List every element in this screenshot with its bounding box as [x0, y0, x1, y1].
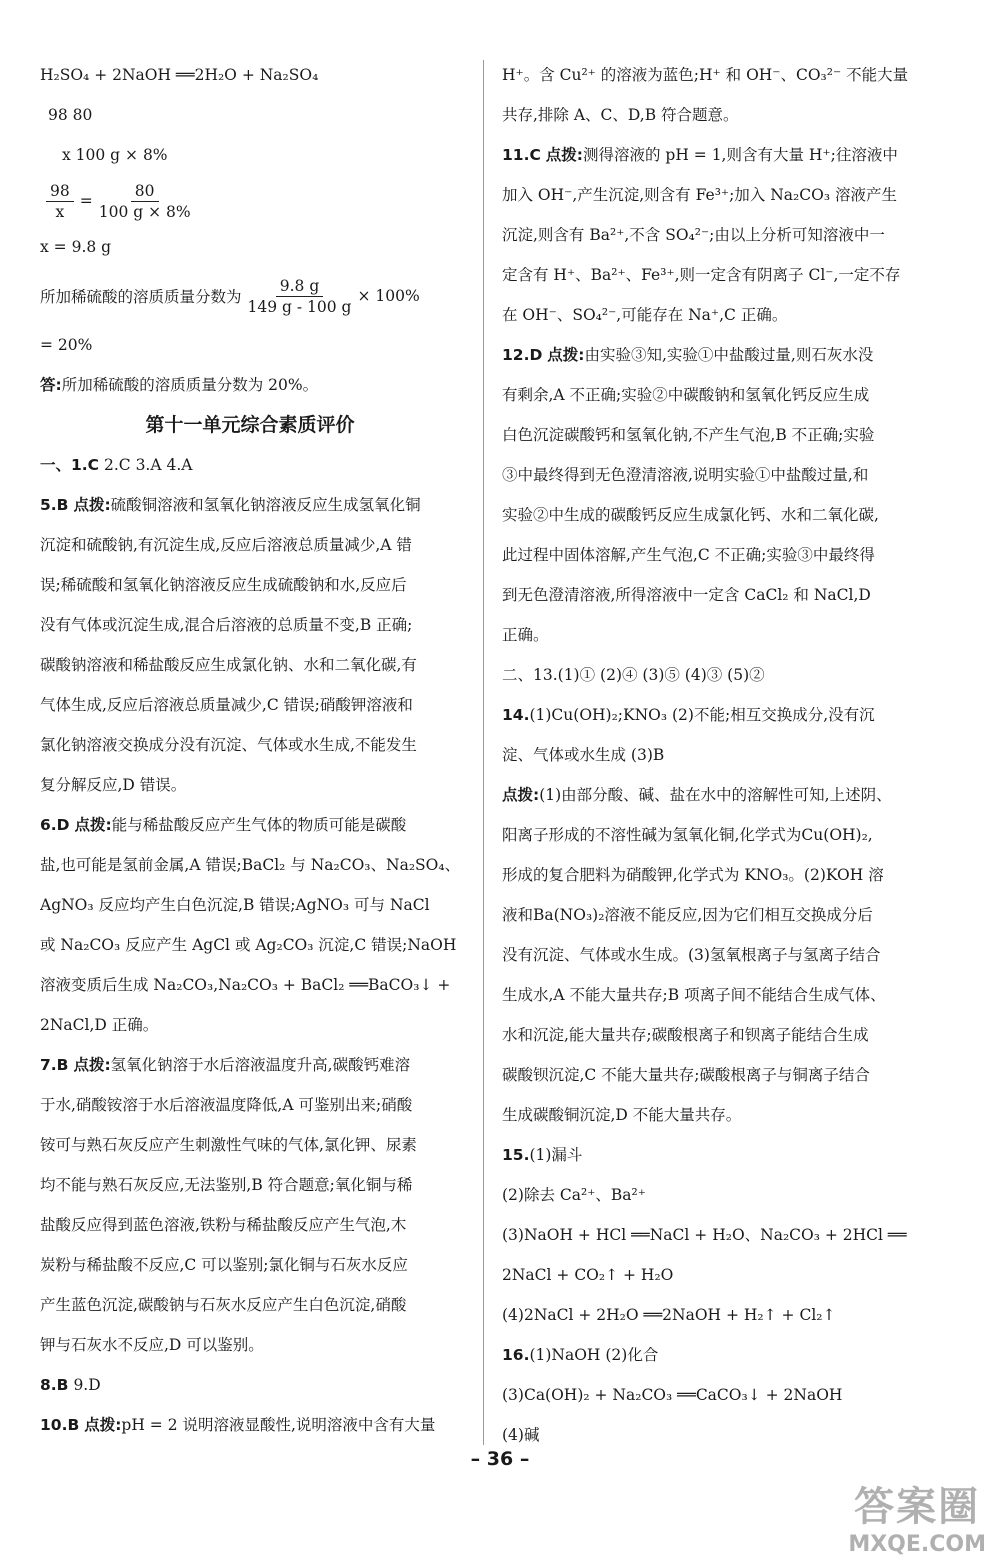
answer-line: 水和沉淀,能大量共存;碳酸根离子和钡离子能结合生成	[502, 1026, 869, 1044]
answer-line: 正确。	[502, 626, 549, 644]
answer-text: 所加稀硫酸的溶质质量分数为 20%。	[61, 376, 319, 394]
answer-line: 点拨:(1)由部分酸、碱、盐在水中的溶解性可知,上述阴、	[502, 786, 892, 804]
answer-line: ③中最终得到无色澄清溶液,说明实验①中盐酸过量,和	[502, 466, 869, 484]
answer-line: 12.D 点拨:由实验③知,实验①中盐酸过量,则石灰水没	[502, 346, 874, 364]
answer-line: 生成水,A 不能大量共存;B 项离子间不能结合生成气体、	[502, 986, 886, 1004]
answer-line: 气体生成,反应后溶液总质量减少,C 错误;硝酸钾溶液和	[40, 696, 413, 714]
fraction-2-numerator: 80	[131, 181, 159, 202]
answer-line: 盐,也可能是氢前金属,A 错误;BaCl₂ 与 Na₂CO₃、Na₂SO₄、	[40, 856, 460, 874]
answer-line: 共存,排除 A、C、D,B 符合题意。	[502, 106, 739, 124]
answer-line: 碳酸钠溶液和稀盐酸反应生成氯化钠、水和二氧化碳,有	[40, 656, 417, 674]
watermark-bottom: MXQE.COM	[848, 1532, 986, 1557]
answer-line: 此过程中固体溶解,产生气泡,C 不正确;实验③中最终得	[502, 546, 875, 564]
answer-line: 一、1.C 2.C 3.A 4.A	[40, 456, 193, 474]
answer-line: 2NaCl,D 正确。	[40, 1016, 159, 1034]
question-number: 12.D	[502, 346, 543, 364]
answer-line: 5.B 点拨:硫酸铜溶液和氢氧化钠溶液反应生成氢氧化铜	[40, 496, 421, 514]
answer-line: 溶液变质后生成 Na₂CO₃,Na₂CO₃ + BaCl₂ ══BaCO₃↓ +	[40, 976, 451, 994]
answer-line: 盐酸反应得到蓝色溶液,铁粉与稀盐酸反应产生气泡,木	[40, 1216, 407, 1234]
answer-line: 复分解反应,D 错误。	[40, 776, 187, 794]
answer-line: 二、13.(1)① (2)④ (3)⑤ (4)③ (5)②	[502, 666, 765, 684]
question-number: 5.B	[40, 496, 69, 514]
answer-line: 7.B 点拨:氢氧化钠溶于水后溶液温度升高,碳酸钙难溶	[40, 1056, 411, 1074]
question-number: 8.B	[40, 1376, 69, 1394]
left-answer-lines	[40, 445, 460, 1445]
percent-numerator: 9.8 g	[276, 276, 324, 297]
ratio-line-2: x 100 g × 8%	[62, 146, 168, 164]
answer-line: 到无色澄清溶液,所得溶液中一定含 CaCl₂ 和 NaCl,D	[502, 586, 871, 604]
answer-line: 有剩余,A 不正确;实验②中碳酸钠和氢氧化钙反应生成	[502, 386, 870, 404]
answer-line: 在 OH⁻、SO₄²⁻,可能存在 Na⁺,C 正确。	[502, 306, 788, 324]
column-divider	[483, 60, 484, 1445]
answer-line: 8.B 9.D	[40, 1376, 101, 1394]
percent-prefix: 所加稀硫酸的溶质质量分数为	[40, 288, 242, 306]
answer-line: 定含有 H⁺、Ba²⁺、Fe³⁺,则一定含有阴离子 Cl⁻,一定不存	[502, 266, 901, 284]
answer-line: 炭粉与稀盐酸不反应,C 可以鉴别;氯化铜与石灰水反应	[40, 1256, 408, 1274]
section-title: 第十一单元综合素质评价	[145, 414, 355, 436]
fraction-1-numerator: 98	[46, 181, 74, 202]
percent-suffix: × 100%	[357, 287, 420, 305]
answer-line: (4)2NaCl + 2H₂O ══2NaOH + H₂↑ + Cl₂↑	[502, 1306, 836, 1324]
hint-label: 点拨:	[73, 496, 111, 514]
answer-line: 氯化钠溶液交换成分没有沉淀、气体或水生成,不能发生	[40, 736, 417, 754]
answer-line: 碳酸钡沉淀,C 不能大量共存;碳酸根离子与铜离子结合	[502, 1066, 870, 1084]
question-number: 一、1.C	[40, 456, 100, 474]
answer-line: (4)碱	[502, 1426, 540, 1444]
left-column	[40, 55, 460, 1445]
answer-line: (3)Ca(OH)₂ + Na₂CO₃ ══CaCO₃↓ + 2NaOH	[502, 1386, 843, 1404]
answer-line: (3)NaOH + HCl ══NaCl + H₂O、Na₂CO₃ + 2HCl ══	[502, 1226, 907, 1244]
question-number: 14.	[502, 706, 530, 724]
answer-line: 16.(1)NaOH (2)化合	[502, 1346, 659, 1364]
answer-line: 白色沉淀碳酸钙和氢氧化钠,不产生气泡,B 不正确;实验	[502, 426, 875, 444]
answer-line: 6.D 点拨:能与稀盐酸反应产生气体的物质可能是碳酸	[40, 816, 407, 834]
page-number: – 36 –	[470, 1448, 530, 1470]
answer-line: 铵可与熟石灰反应产生刺激性气味的气体,氯化钾、尿素	[40, 1136, 417, 1154]
percent-denominator: 149 g - 100 g	[247, 297, 352, 316]
ratio-line-1: 98 80	[48, 106, 93, 124]
fraction-2-denominator: 100 g × 8%	[98, 202, 191, 221]
x-result: x = 9.8 g	[40, 238, 112, 256]
answer-line: 于水,硝酸铵溶于水后溶液温度降低,A 可鉴别出来;硝酸	[40, 1096, 413, 1114]
answer-line: 液和Ba(NO₃)₂溶液不能反应,因为它们相互交换成分后	[502, 906, 873, 924]
answer-line: 14.(1)Cu(OH)₂;KNO₃ (2)不能;相互交换成分,没有沉	[502, 706, 875, 724]
hint-label: 点拨:	[545, 146, 583, 164]
answer-line: 或 Na₂CO₃ 反应产生 AgCl 或 Ag₂CO₃ 沉淀,C 错误;NaOH	[40, 936, 457, 954]
answer-line: 11.C 点拨:测得溶液的 pH = 1,则含有大量 H⁺;往溶液中	[502, 146, 898, 164]
answer-line: 阳离子形成的不溶性碱为氢氧化铜,化学式为Cu(OH)₂,	[502, 826, 873, 844]
question-number: 15.	[502, 1146, 530, 1164]
question-number: 6.D	[40, 816, 70, 834]
question-number: 7.B	[40, 1056, 69, 1074]
watermark-top: 答案圈	[854, 1484, 981, 1530]
answer-line: 2NaCl + CO₂↑ + H₂O	[502, 1266, 674, 1284]
fraction-1	[46, 181, 74, 222]
answer-line: 均不能与熟石灰反应,无法鉴别,B 符合题意;氧化铜与稀	[40, 1176, 413, 1194]
answer-line: AgNO₃ 反应均产生白色沉淀,B 错误;AgNO₃ 可与 NaCl	[40, 896, 430, 914]
answer-line: 生成碳酸铜沉淀,D 不能大量共存。	[502, 1106, 742, 1124]
percent-equation	[40, 267, 460, 325]
fraction-2	[99, 181, 191, 222]
hint-label: 点拨:	[84, 1416, 122, 1434]
percent-result: = 20%	[40, 336, 93, 354]
answer-line: 10.B 点拨:pH = 2 说明溶液显酸性,说明溶液中含有大量	[40, 1416, 436, 1434]
fraction-1-denominator: x	[55, 202, 65, 221]
answer-line: 沉淀和硫酸钠,有沉淀生成,反应后溶液总质量减少,A 错	[40, 536, 412, 554]
answer-line: 15.(1)漏斗	[502, 1146, 583, 1164]
answer-line: 形成的复合肥料为硝酸钾,化学式为 KNO₃。(2)KOH 溶	[502, 866, 884, 884]
equation-line: H₂SO₄ + 2NaOH ══2H₂O + Na₂SO₄	[40, 66, 319, 84]
hint-label: 点拨:	[502, 786, 540, 804]
answer-line: (2)除去 Ca²⁺、Ba²⁺	[502, 1186, 646, 1204]
answer-line: H⁺。含 Cu²⁺ 的溶液为蓝色;H⁺ 和 OH⁻、CO₃²⁻ 不能大量	[502, 66, 909, 84]
watermark-logo	[848, 1475, 986, 1557]
hint-label: 点拨:	[74, 816, 112, 834]
answer-line: 淀、气体或水生成 (3)B	[502, 746, 665, 764]
answer-line: 没有气体或沉淀生成,混合后溶液的总质量不变,B 正确;	[40, 616, 413, 634]
answer-line: 没有沉淀、气体或水生成。(3)氢氧根离子与氢离子结合	[502, 946, 881, 964]
percent-fraction	[248, 276, 352, 317]
answer-line: 钾与石灰水不反应,D 可以鉴别。	[40, 1336, 264, 1354]
answer-line: 加入 OH⁻,产生沉淀,则含有 Fe³⁺;加入 Na₂CO₃ 溶液产生	[502, 186, 897, 204]
equals-sign: =	[79, 192, 93, 210]
right-answer-lines	[502, 55, 930, 1455]
question-number: 16.	[502, 1346, 530, 1364]
hint-label: 点拨:	[73, 1056, 111, 1074]
answer-line: 误;稀硫酸和氢氧化钠溶液反应生成硫酸钠和水,反应后	[40, 576, 407, 594]
question-number: 10.B	[40, 1416, 80, 1434]
answer-line: 沉淀,则含有 Ba²⁺,不含 SO₄²⁻;由以上分析可知溶液中一	[502, 226, 885, 244]
answer-line: 产生蓝色沉淀,碳酸钠与石灰水反应产生白色沉淀,硝酸	[40, 1296, 407, 1314]
proportion-equation	[40, 175, 460, 227]
question-number: 11.C	[502, 146, 541, 164]
answer-line: 实验②中生成的碳酸钙反应生成氯化钙、水和二氧化碳,	[502, 506, 879, 524]
hint-label: 点拨:	[547, 346, 585, 364]
answer-line	[40, 365, 460, 405]
answer-label: 答:	[40, 376, 62, 394]
right-column	[502, 55, 930, 1455]
